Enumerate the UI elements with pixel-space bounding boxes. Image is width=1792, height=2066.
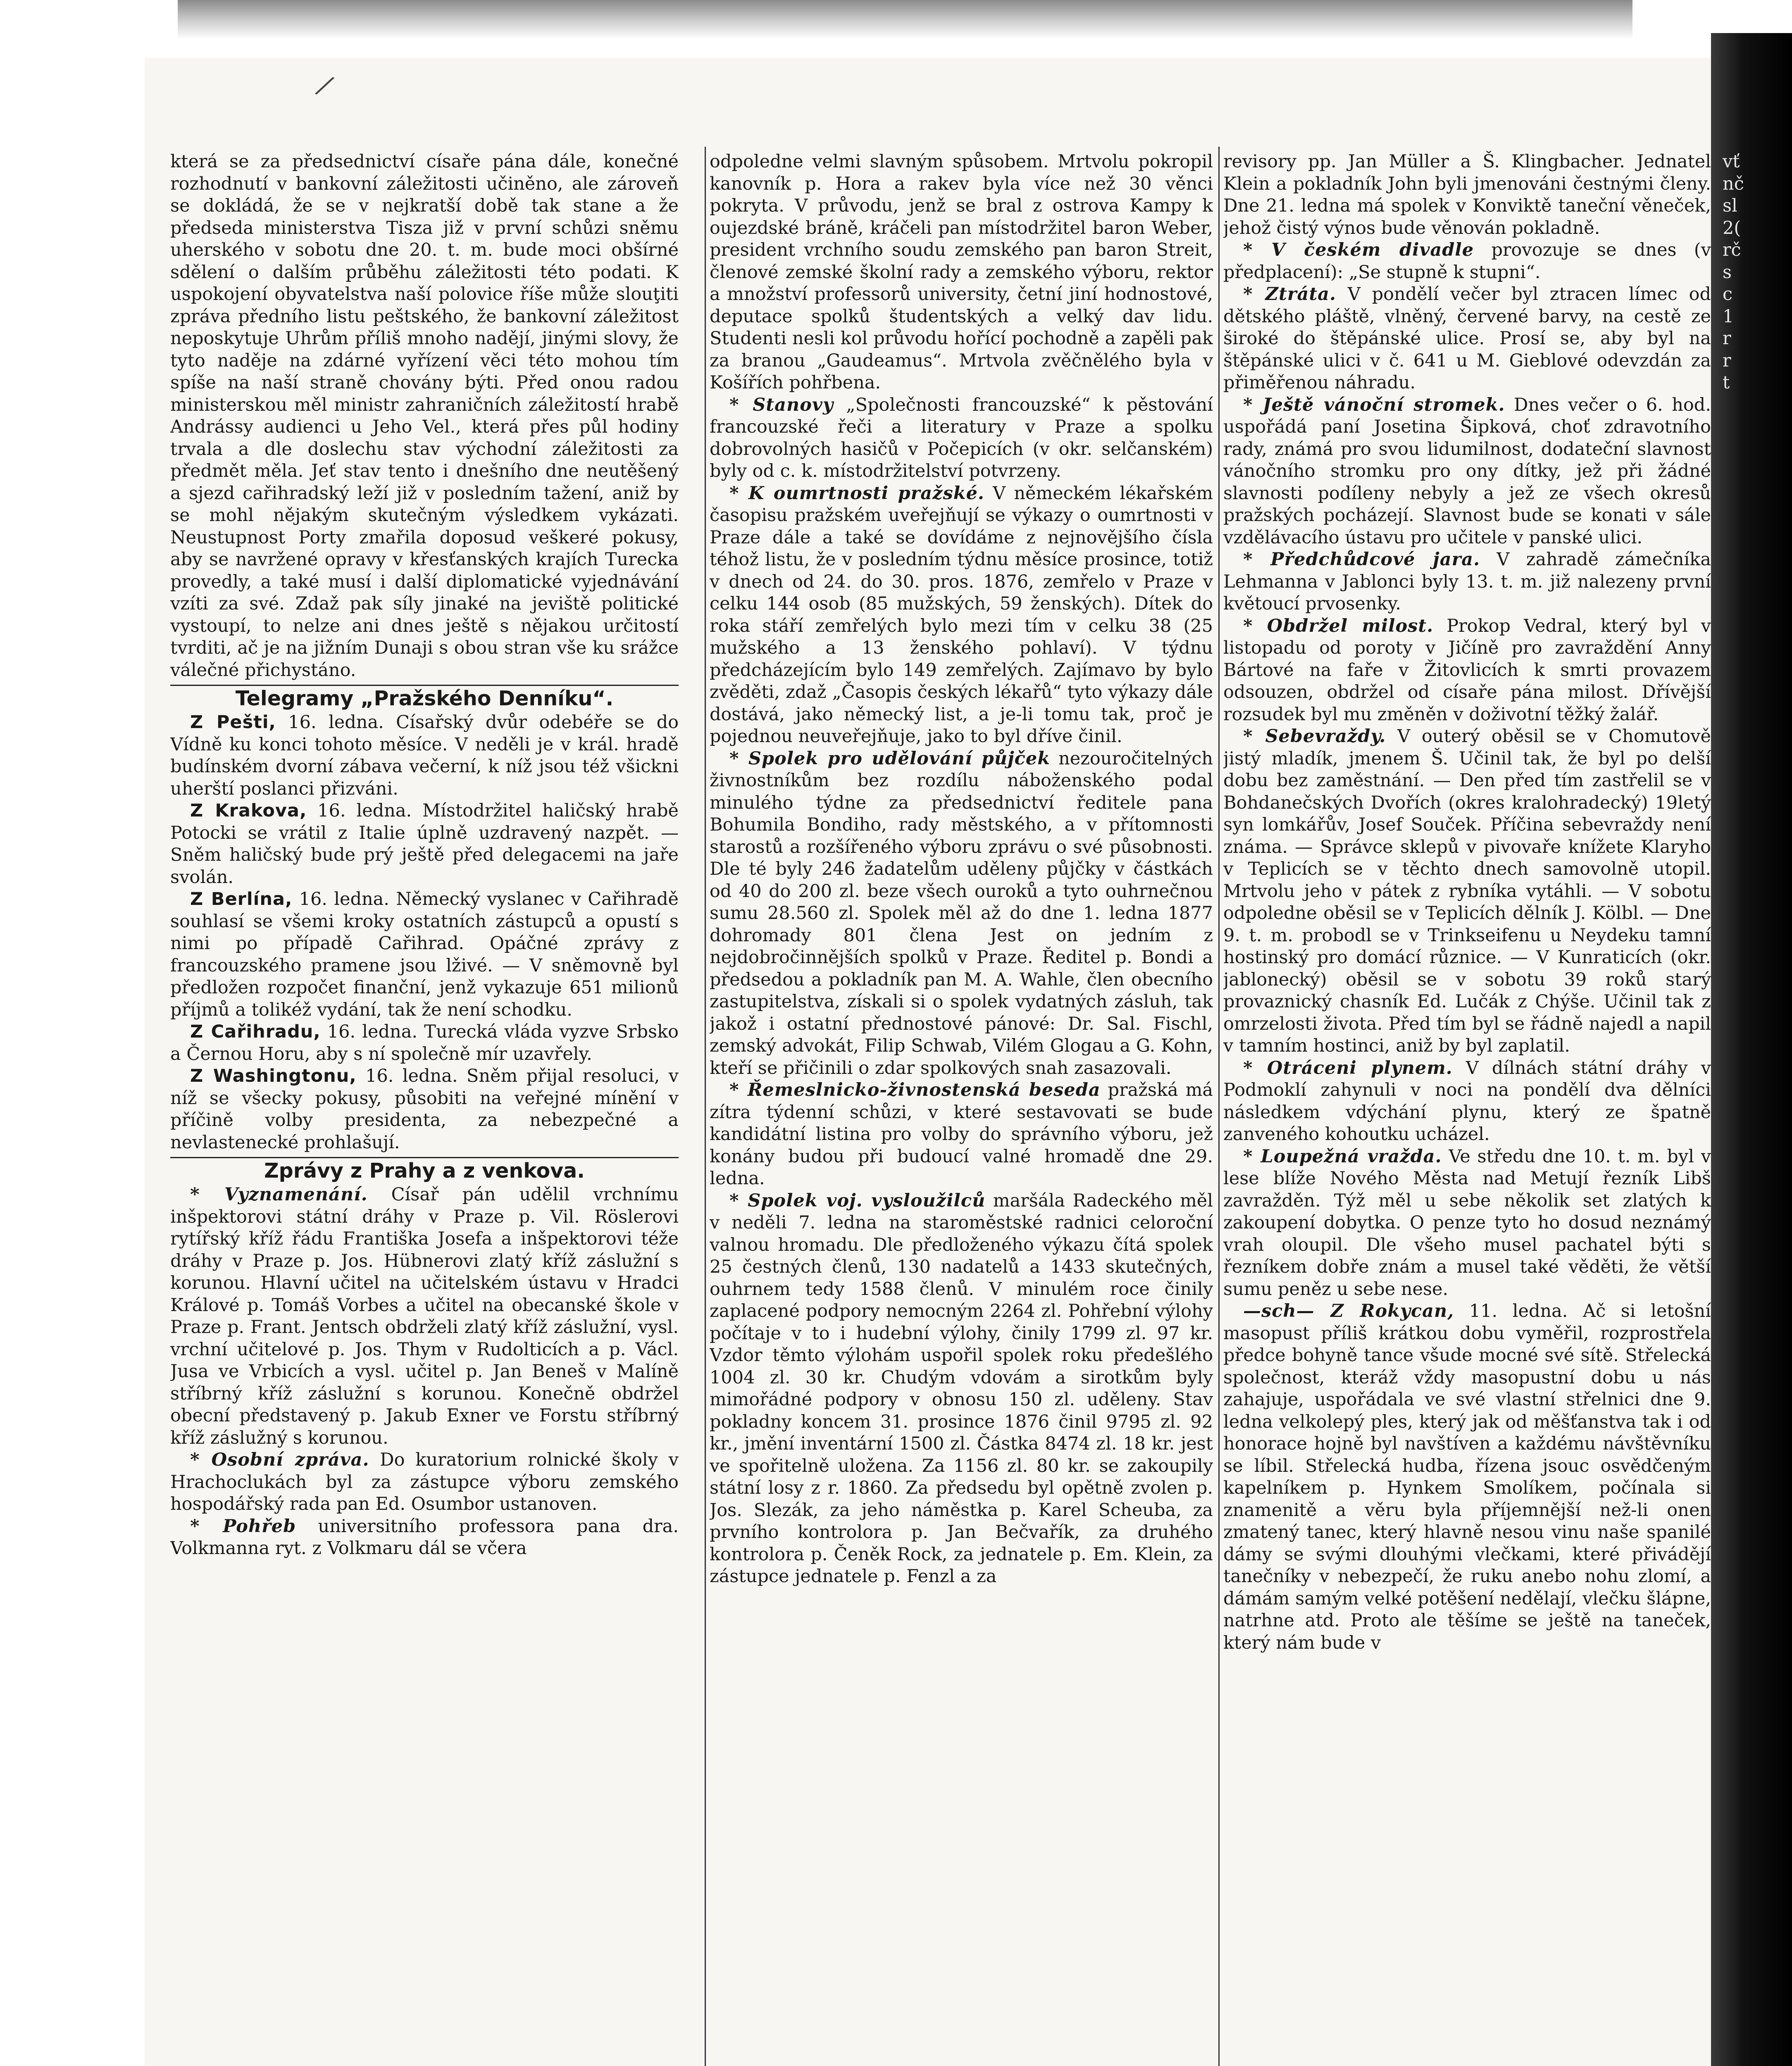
news-pardon [1223, 615, 1711, 726]
news-text: provozuje se dnes (v předplacení): „Se stupně k stupni“. [1223, 240, 1711, 283]
news-run-in: * K oumrtnosti pražské. [729, 483, 984, 504]
news-lost [1223, 283, 1711, 394]
news-run-in: —sch— Z Rokycan, [1243, 1301, 1454, 1321]
news-text: Do kuratorium rolnické školy v Hrachoclukách byl za zástupce výboru zemského hospodářský rada pan Ed. Osumbor ustanoven. [170, 1450, 679, 1514]
column-rule-1 [705, 147, 706, 2066]
news-veterans [710, 1190, 1213, 1588]
news-personal [170, 1449, 679, 1516]
telegram-berlin [170, 888, 679, 1021]
news-run-in: * Otráceni plynem. [1243, 1057, 1453, 1078]
cut-off-column-edge: vť nč sl 2( rč s c 1 r r t [1723, 151, 1744, 393]
telegram-text: 16. ledna. Turecká vláda vyzve Srbsko a Černou Horu, aby s ní společně mír uzavřely. [170, 1021, 679, 1064]
news-text: pražská má zítra týdenní schůzi, v které sestavovati se bude kandidátní listina pro volby do správního výboru, jež konány budou při budoucí valné hromadě dne 29. ledna. [710, 1080, 1213, 1189]
telegram-text: 16. ledna. Císařský dvůr odebéře se do Vídně ku konci tohoto měsíce. V neděli je v král. hradě budínském dvorní zábava večerní, k níž jsou též všickni uherští poslanci přizváni. [170, 712, 679, 799]
news-text: Ve středu dne 10. t. m. byl v lese blíže Nového Města nad Metují řezník Libš zavražděn. Týž měl u sebe několik set zlatých k zakoupení dobytka. O penze tyto ho dosud neznámý vrah oloupil. Dle všeho musel pachatel býti s řezníkem dobře znám a musel také věděti, že větší sumu peněz u sebe nese. [1223, 1146, 1711, 1300]
margin-pen-mark: / [315, 69, 334, 102]
telegram-krakow [170, 800, 679, 888]
scan-shadow-top [178, 0, 1632, 39]
news-loan-society [710, 748, 1213, 1080]
news-rokycany [1223, 1300, 1711, 1654]
news-craftsmen-club [710, 1079, 1213, 1190]
telegram-place: Z Cařihradu, [190, 1021, 321, 1042]
paragraph-funeral-cont: odpoledne velmi slavným spůsobem. Mrtvolu pokropil kanovník p. Hora a rakev byla více než 30 věnci pokryta. V průvodu, jenž se bral z ostrova Kampy k oujezdské bráně, kráčeli pan místodržitel baron Weber, president vrchního soudu zemského pan baron Streit, členové zemské školní rady a zemského výboru, rektor a množství professorů university, četní jiní hodnostové, deputace spolků študentských a velký dav lidu. Studenti nesli kol průvodu hořící pochodně a zapěli pak za branou „Gaudeamus“. Mrtvola zvěčnělého byla v Košířích pohřbena. [710, 151, 1213, 393]
column-2 [710, 151, 1213, 2066]
telegram-washington [170, 1065, 679, 1154]
telegram-place: Z Pešti, [190, 712, 276, 733]
news-run-in: * Předchůdcové jara. [1243, 549, 1480, 570]
news-run-in: * Loupežná vražda. [1243, 1146, 1442, 1167]
news-text: V outerý oběsil se v Chomutově jistý mladík, jmenem Š. Učinil tak, že byl po delší dobu bez zaměstnání. — Den před tím zastřelil se v Bohdanečských Dvořích (okres kralohradecký) 19letý syn lomkářův, Josef Souček. Příčina sebevraždy není známa. — Správce sklepů v pivovaře knížete Klaryho v Teplicích se v těchto dnech samovolně utopil. Mrtvolu jeho v pátek z rybníka vytáhli. — V sobotu odpoledne oběsil se v Teplicích dělník J. Kölbl. — Dne 9. t. m. probodl se v Trinkseifenu u Neydeku tamní hostinský pro domácí různice. — V Kunraticích (okr. jablonecký) oběsil se v sobotu 39 roků starý provaznický chasník Ed. Lučák z Chýše. Učinil tak z omrzelosti života. Před tím byl se řádně najedl a napil v tamním hostinci, aniž by byl zaplatil. [1223, 726, 1711, 1056]
news-christmas-tree [1223, 394, 1711, 549]
telegram-text: 16. ledna. Místodržitel haličský hrabě Potocki se vrátil z Italie úplně uzdravený nazpět. — Sněm haličský bude prý ještě před delegacemi na jaře svolán. [170, 800, 679, 888]
telegram-text: 16. ledna. Sněm přijal resoluci, v níž se všecky pokusy, působiti na veřejné mínění v příčině volby presidenta, za nebezpečné a nevlastenecké prohlašují. [170, 1066, 679, 1153]
news-text: universitního professora pana dra. Volkmanna ryt. z Volkmaru dál se včera [170, 1516, 679, 1559]
news-gas-poisoning [1223, 1057, 1711, 1146]
paragraph-bank-affair: která se za předsednictví císaře pána dále, konečné rozhodnutí v bankovní záležitosti učiněno, ale zároveň se dokládá, že se v nejkratší době tak stane a že předseda ministerstva Tisza již v první schůzi sněmu uherského v sobotu dne 20. t. m. bude moci obšírné sdělení o dalším průběhu záležitosti této podati. K uspokojení obyvatelstva naší polovice říše může slouţiti zpráva předního listu peštského, že bankovní záležitost neposkytuje Uhrům příliš mnoho nadějí, jinými slovy, že tyto naděje na zdárné vyřízení věci této mohou tím spíše na naší straně chovány býti. Před onou radou ministerskou měl ministr zahraničních záležitostí hrabě Andrássy audienci u Jeho Vel., která přes půl hodiny trvala a dle doslechu stav východní záležitosti za předmět měla. Jeť stav tento i dnešního dne neutěšený a sjezd cařihradský leží již v posledním tažení, aniž by se mohl nějakým skutečným výsledkem vykázati. Neustupnost Porty zmařila doposud veškeré pokusy, aby se navržené opravy v křesťanských krajích Turecka provedly, a také musí i další diplomatické vyjednávání vzíti za své. Zdaž pak síly jinaké na jeviště politické vystoupí, to nelze ani dnes ještě s nějakou určitostí tvrditi, ač je na jižním Dunaji s obou stran vše ku srážce válečné přichystáno. [170, 151, 679, 681]
news-theatre [1223, 239, 1711, 283]
news-run-in: * V českém divadle [1243, 240, 1474, 260]
telegram-pest [170, 712, 679, 800]
news-text: Prokop Vedral, který byl v listopadu od poroty v Jičíně pro zavraždění Anny Bártové na faře v Žitovlicích k smrti provazem odsouzen, obdržel od císaře pána milost. Dřívější rozsudek byl mu změněn v doživotní těžký žalář. [1223, 615, 1711, 725]
news-run-in: * Spolek voj. vysloužilců [729, 1190, 986, 1211]
news-run-in: * Obdržel milost. [1243, 615, 1434, 636]
paragraph-veterans-cont: revisory pp. Jan Müller a Š. Klingbacher. Jednatel Klein a pokladník John byli jmenováni čestnými členy. Dne 21. ledna má spolek v Konviktě taneční věneček, jehož čistý výnos bude věnován pokladně. [1223, 151, 1711, 238]
news-run-in: * Sebevraždy. [1243, 726, 1386, 747]
column-3 [1223, 151, 1711, 2066]
telegram-place: Z Washingtonu, [190, 1066, 357, 1086]
news-text: V dílnách státní dráhy v Podmoklí zahynuli v noci na pondělí dva dělníci následkem vdýchání plynu, který ze špatně zanveného kohoutku ucházel. [1223, 1057, 1711, 1145]
news-run-in: * Ještě vánoční stromek. [1243, 394, 1505, 415]
news-text: nezouročitelných živnostníkům bez rozdílu náboženského podal minulého týdne za předsednictví ředitele pana Bohumila Bondiho, rady městského, a v přítomnosti starostů a rozšířeného výboru zprávu o své působnosti. Dle té byly 246 žadatelům uděleny půjčky v částkách od 40 do 200 zl. beze všech ouroků a tyto ouhrnečnou sumu 28.560 zl. Spolek měl až do dne 1. ledna 1877 dohromady 801 člena Jest on jedním z nejdobročinnějších spolků v Praze. Ředitel p. Bondi a předsedou a pokladník pan M. A. Wahle, člen obecního zastupitelstva, získali si o spolek vydatných zásluh, tak jakož i ostatní přednostové pánové: Dr. Sal. Fischl, zemský advokát, Filip Schwab, Vilém Glogau a G. Kohn, kteří se přičinili o zdar spolkových snah zasazovali. [710, 748, 1213, 1078]
news-run-in: * Řemeslnicko-živnostenská beseda [729, 1080, 1101, 1100]
news-text: V pondělí večer byl ztracen límec od dětského pláště, vlněný, červené barvy, na cestě ze široké do štěpánské ulice. Prosí se, aby byl na štěpánské ulici v č. 641 u M. Gieblové odevzdán za přiměřenou náhradu. [1223, 284, 1711, 393]
news-run-in: * Stanovy [729, 394, 834, 415]
telegram-place: Z Berlína, [190, 889, 293, 909]
news-run-in: * Ztráta. [1243, 284, 1337, 305]
column-rule-2 [1218, 147, 1220, 2066]
news-text: Dnes večer o 6. hod. uspořádá paní Josetina Šipková, choť zdravotního rady, známá pro svou lidumilnost, dodateční slavnost vánočního stromku pro ony dítky, jež při žádné slavnosti podíleny nebyly a jež ze všech okresů pražských pocházejí. Slavnost bude se konati v sále vzdělávacího ústavu pro učitele v panské ulici. [1223, 394, 1711, 548]
news-statutes [710, 394, 1213, 483]
column-1 [170, 151, 679, 2066]
news-text: V německém lékařském časopisu pražském uveřejňují se výkazy o oumrtnosti v Praze dále a také se dovídáme z nejnovějšího čísla téhož listu, že v posledním týdnu měsíce prosince, totiž v dnech od 24. do 30. pros. 1876, zemřelo v Praze v celku 144 osob (85 mužských, 59 ženských). Dítek do roka stáří zemřelých bylo mezi tím v celku 38 (25 mužského a 13 ženského pohlaví). V týdnu předcházejícím bylo 149 zemřelých. Zajímavo by bylo zvěděti, zdaž „Časopis českých lékařů“ tyto výkazy dále dostává, jako německý list, a je-li tomu tak, proč je pojednou neuveřejňuje, jako to byl dříve činil. [710, 483, 1213, 747]
news-text: „Společnosti francouzské“ k pěstování francouzské řeči a literatury v Praze a spolku dobrovolných hasičů v Počepicích (v okr. selčanském) byly od c. k. místodržitelství potvrzeny. [710, 394, 1213, 481]
news-text: Císař pán udělil vrchnímu inšpektorovi státní dráhy v Praze p. Vil. Röslerovi rytířský kříž řádu Františka Josefa a inšpektorovi téže dráhy v Praze p. Jos. Hübnerovi zlatý kříž záslužní s korunou. Hlavní učitel na učitelském ústavu v Hradci Králové p. Tomáš Vorbes a učitel na obecanské škole v Praze p. Frant. Jentsch obdrželi zlatý kříž záslužní, vysl. vrchní učitelové p. Jos. Thym v Rudolticích a p. Václ. Jusa ve Vrbicích a vysl. učitel p. Jan Beneš v Malíně stříbrný kříž záslužní s korunou. Konečně obdržel obecní představený p. Jakub Exner ve Forstu stříbrný kříž záslužný s korunou. [170, 1184, 679, 1448]
news-text: maršála Radeckého měl v neděli 7. ledna na staroměstské radnici celoroční valnou hromadu. Dle předloženého výkazu čítá spolek 25 čestných členů, 130 nadatelů a 1433 skutečných, ouhrnem tedy 1588 členů. V minulém roce činily zaplacené podpory nemocným 2264 zl. Pohřební výlohy počítaje v to i hudební výlohy, činily 1799 zl. 97 kr. Vzdor těmto výlohám uspořil spolek roku předešlého 1004 zl. 30 kr. Chudým vdovám a sirotkům byly mimořádné podpory v obnosu 150 zl. uděleny. Stav pokladny koncem 31. prosince 1876 činil 9795 zl. 92 kr., jmění inventární 1500 zl. Částka 8474 zl. 18 kr. jest ve spořitelně uložena. Za 1156 zl. 80 kr. se zakoupily státní losy z r. 1860. Za předsedu byl opětně zvolen p. Jos. Slezák, za jeho náměstka p. Karel Scheuba, za prvního kontrolora p. Jan Bečvařík, za druhého kontrolora p. Čeněk Rock, za jednatele p. Em. Klein, za zástupce jednatele p. Fenzl a za [710, 1190, 1213, 1587]
news-robbery-murder [1223, 1146, 1711, 1301]
news-run-in: * Osobní zpráva. [190, 1450, 369, 1470]
news-run-in: * Spolek pro udělování půjček [729, 748, 1051, 769]
telegram-text: 16. ledna. Německý vyslanec v Cařihradě souhlasí se všemi kroky ostatních zástupců a opustí s nimi po případě Cařihrad. Opáčné zprávy z francouzského pramene jsou lživé. — V sněmovně byl předložen rozpočet finanční, jenž vykazuje 651 milionů příjmů a tolikéž vydání, tak že není schodku. [170, 889, 679, 1020]
news-spring [1223, 549, 1711, 615]
news-run-in: * Pohřeb [190, 1516, 296, 1537]
news-mortality [710, 483, 1213, 748]
news-funeral [170, 1516, 679, 1560]
news-run-in: * Vyznamenání. [190, 1184, 368, 1205]
news-text: V zahradě zámečníka Lehmanna v Jablonci byly 13. t. m. již nalezeny první květoucí prvosenky. [1223, 549, 1711, 614]
telegram-place: Z Krakova, [190, 800, 307, 821]
news-suicides [1223, 726, 1711, 1057]
telegram-constantinople [170, 1021, 679, 1065]
local-news-heading: Zprávy z Prahy a z venkova. [170, 1157, 679, 1184]
telegrams-heading: Telegramy „Pražského Denníku“. [170, 685, 679, 712]
news-honours [170, 1184, 679, 1449]
news-text: 11. ledna. Ač si letošní masopust příliš krátkou dobu vyměřil, rozprostřela předce bohyně tance všude mocné své sítě. Střelecká společnost, kteráž vždy masopustní dobu u nás zahajuje, uspořádala ve své vlastní střelnici dne 9. ledna velkolepý ples, který jak od měšťanstva tak i od honorace hojně byl navštíven a každému návštěvníku se líbil. Střelecká hudba, řízena jsouc osvědčeným kapelníkem p. Hynkem Smolíkem, počínala si znamenitě a věru byla příjemnější než-li onen zmatený tanec, který hlavně nesou vinu naše spanilé dámy se svými dlouhými vlečkami, které přivádějí tanečníky v nebezpečí, že ruku anebo nohu zlomí, a dámám samým velké potěšení nedělají, vlečku šlápne, natrhne atd. Proto ale těšíme se ještě na taneček, který nám bude v [1223, 1301, 1711, 1653]
